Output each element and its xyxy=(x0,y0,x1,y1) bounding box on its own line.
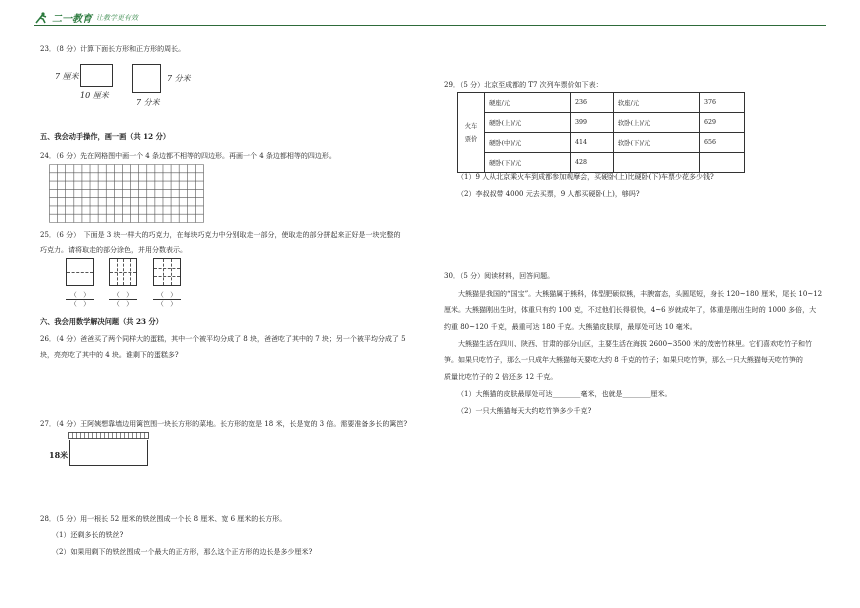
q29-sub2: （2）李叔叔带 4000 元去买票，9 人都买硬卧(上)，够吗? xyxy=(457,190,640,198)
chocolate-3 xyxy=(153,258,181,286)
q30-para1-line1: 大熊猫是我国的“国宝”。大熊猫属于熊科，体型肥硕似熊，丰腴富态，头圆尾短，身长 120~180 厘米，尾长 10~12 xyxy=(444,290,823,298)
q30-para2-line1: 大熊猫生活在四川、陕西、甘肃的部分山区，主要生活在海拔 2600~3500 米的茂密竹林里。它们喜欢吃竹子和竹 xyxy=(444,340,812,348)
q30-sub1: （1）大熊猫的皮肤最厚处可达________毫米，也就是________厘米。 xyxy=(457,390,672,398)
fare-table xyxy=(457,92,745,173)
chocolate-1 xyxy=(66,258,94,286)
table-cell: 软卧(下)/元 xyxy=(614,133,700,153)
table-cell xyxy=(614,153,700,173)
q23-square-bottom: 7 分米 xyxy=(136,98,160,107)
q29-sub1: （1）9 人从北京乘火车到成都参加观摩会，买硬卧(上)比硬卧(下)车票少花多少钱? xyxy=(457,173,714,181)
q24-text: 24．（6 分）先在网格图中画一个 4 条边都不相等的四边形。再画一个 4 条边都相等的四边形。 xyxy=(40,152,336,160)
table-cell: 236 xyxy=(571,93,614,113)
section-5-heading: 五、我会动手操作，画一画（共 12 分） xyxy=(40,132,171,141)
q23-rect-side: 7 厘米 xyxy=(55,72,79,81)
wall-figure xyxy=(68,432,150,440)
fraction-answer-1[interactable]: （ ） （ ） xyxy=(66,291,94,308)
table-cell: 428 xyxy=(571,153,614,173)
chocolate-2 xyxy=(109,258,137,286)
table-cell: 399 xyxy=(571,113,614,133)
table-cell: 376 xyxy=(700,93,745,113)
q23-rect-bottom: 10 厘米 xyxy=(80,91,109,100)
table-cell: 414 xyxy=(571,133,614,153)
brand-name: 二一教育 xyxy=(52,14,92,25)
q28-sub2: （2）如果用剩下的铁丝围成一个最大的正方形，那么这个正方形的边长是多少厘米? xyxy=(52,548,313,556)
drawing-grid xyxy=(49,164,205,224)
vegetable-plot xyxy=(69,440,148,466)
fraction-answer-3[interactable]: （ ） （ ） xyxy=(153,291,181,308)
q28-text: 28．（5 分）用一根长 52 厘米的铁丝围成一个长 8 厘米、宽 6 厘米的长方形。 xyxy=(40,515,287,523)
section-6-heading: 六、我会用数学解决问题（共 23 分） xyxy=(40,317,163,326)
q30-sub2: （2）一只大熊猫每天大约吃竹笋多少千克? xyxy=(457,407,592,415)
table-cell: 软座/元 xyxy=(614,93,700,113)
q30-para2-line3: 质量比吃竹子的 2 倍还多 12 千克。 xyxy=(444,373,558,381)
header-logo xyxy=(34,10,138,25)
q23-square-side: 7 分米 xyxy=(167,74,191,83)
table-cell: 656 xyxy=(700,133,745,153)
brand-slogan: 让教学更有效 xyxy=(96,13,138,22)
table-cell: 629 xyxy=(700,113,745,133)
q26-text-line1: 26．（4 分）爸爸买了两个同样大的蛋糕，其中一个被平均分成了 8 块，爸爸吃了其中的 7 块；另一个被平均分成了 5 xyxy=(40,335,406,343)
q25-text-line2: 巧克力。请将取走的部分涂色，并用分数表示。 xyxy=(40,246,187,254)
q28-sub1: （1）还剩多长的铁丝? xyxy=(52,531,124,539)
fraction-answer-2[interactable]: （ ） （ ） xyxy=(109,291,137,308)
table-cell: 硬卧(中)/元 xyxy=(485,133,571,153)
fare-table-side: 火车 票价 xyxy=(458,93,485,173)
header-divider xyxy=(34,25,826,26)
table-cell: 硬卧(上)/元 xyxy=(485,113,571,133)
q30-para2-line2: 笋。如果只吃竹子，那么一只成年大熊猫每天要吃大约 8 千克的竹子；如果只吃竹笋，那么一只大熊猫每天吃竹笋的 xyxy=(444,356,803,364)
square-figure xyxy=(132,64,161,93)
q27-width-label: 18米 xyxy=(49,450,69,460)
q26-text-line2: 块，亮亮吃了其中的 4 块。谁剩下的蛋糕多? xyxy=(40,351,179,359)
table-cell: 软卧(上)/元 xyxy=(614,113,700,133)
q30-para1-line3: 约重 80~120 千克，最重可达 180 千克。大熊猫皮肤厚，最厚处可达 10 毫米。 xyxy=(444,323,697,331)
q29-text: 29．（5 分）北京至成都的 T7 次列车票价如下表： xyxy=(444,81,603,89)
q30-text: 30．（5 分）阅读材料，回答问题。 xyxy=(444,272,555,280)
table-cell: 硬卧(下)/元 xyxy=(485,153,571,173)
q23-text: 23．（8 分）计算下面长方形和正方形的周长。 xyxy=(40,45,186,53)
q25-text-line1: 25．（6 分） 下面是 3 块一样大的巧克力，在每块巧克力中分别取走一部分，使取走的部分拼起来正好是一块完整的 xyxy=(40,231,401,239)
table-cell: 硬座/元 xyxy=(485,93,571,113)
rectangle-figure xyxy=(80,64,113,87)
q27-text: 27．（4 分）王阿姨想靠墙边用篱笆围一块长方形的菜地。长方形的宽是 18 米，长是宽的 3 倍。需要准备多长的篱笆? xyxy=(40,420,408,428)
q30-para1-line2: 厘米。大熊猫刚出生时，体重只有约 100 克，不过他们长得很快，4~6 岁就成年了，体重是刚出生时的 1000 多倍，大 xyxy=(444,306,817,314)
runner-icon xyxy=(34,12,48,24)
table-cell xyxy=(700,153,745,173)
